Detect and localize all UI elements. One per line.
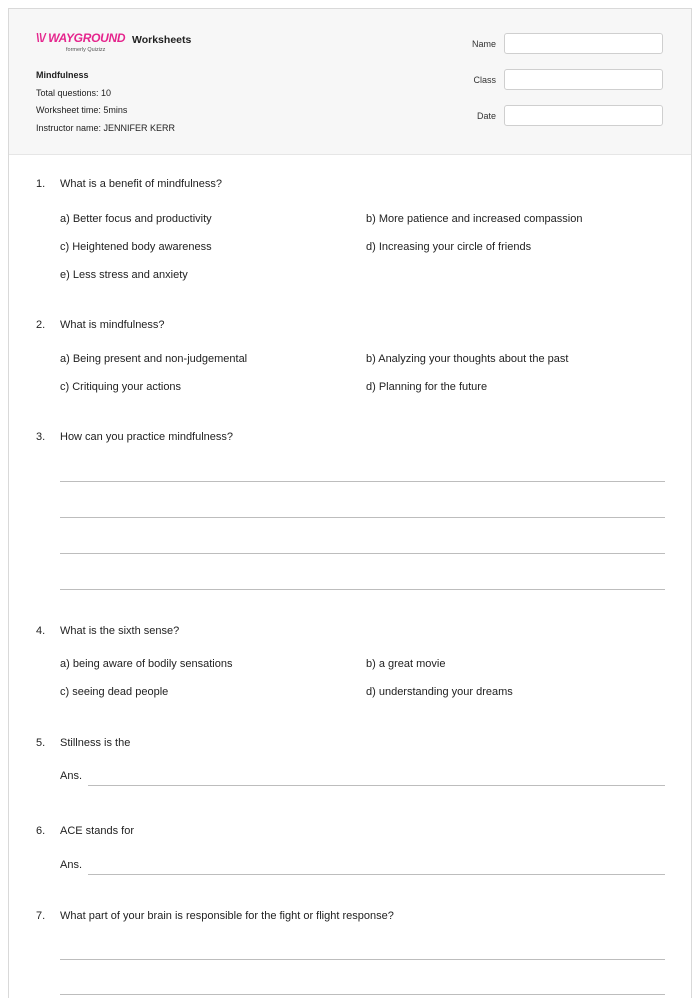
question-number: 5.	[36, 737, 46, 749]
question-text: How can you practice mindfulness?	[60, 431, 234, 443]
option-1d[interactable]: d) Increasing your circle of friends	[366, 241, 532, 253]
question-4	[36, 625, 179, 637]
name-label: Name	[471, 38, 496, 49]
brand-title: Worksheets	[132, 34, 192, 46]
worksheet-meta	[36, 67, 175, 137]
date-label: Date	[476, 110, 496, 121]
date-input[interactable]	[504, 105, 663, 126]
question-3	[36, 431, 233, 443]
worksheet-title: Mindfulness	[36, 70, 89, 80]
question-text: Stillness is the	[60, 737, 131, 749]
option-4b[interactable]: b) a great movie	[366, 658, 446, 670]
brand	[36, 31, 191, 61]
question-number: 2.	[36, 319, 46, 331]
student-fields	[472, 33, 663, 141]
class-input[interactable]	[504, 69, 663, 90]
question-text: What is a benefit of mindfulness?	[60, 178, 223, 190]
question-2	[36, 319, 165, 331]
worksheet-time: Worksheet time: 5mins	[36, 105, 128, 115]
logo-subtitle: formerly Quizizz	[66, 47, 106, 53]
total-questions: Total questions: 10	[36, 87, 112, 98]
class-label: Class	[473, 74, 496, 85]
option-1a[interactable]: a) Better focus and productivity	[60, 213, 212, 225]
option-4d[interactable]: d) understanding your dreams	[366, 686, 513, 698]
question-number: 7.	[36, 910, 46, 922]
answer-line[interactable]	[60, 959, 665, 960]
option-1c[interactable]: c) Heightened body awareness	[60, 241, 212, 253]
option-2b[interactable]: b) Analyzing your thoughts about the past	[366, 353, 569, 365]
option-4c[interactable]: c) seeing dead people	[60, 686, 169, 698]
question-1	[36, 178, 222, 190]
answer-line[interactable]	[88, 874, 665, 875]
question-number: 3.	[36, 431, 46, 443]
answer-line[interactable]	[60, 589, 665, 590]
wayground-logo	[36, 31, 128, 61]
logo-bars-icon: \\/	[36, 31, 49, 45]
question-text: ACE stands for	[60, 825, 134, 837]
option-2d[interactable]: d) Planning for the future	[366, 381, 488, 393]
option-2c[interactable]: c) Critiquing your actions	[60, 381, 182, 393]
answer-line[interactable]	[60, 994, 665, 995]
question-5	[36, 737, 130, 749]
answer-line[interactable]	[60, 517, 665, 518]
date-field-row	[472, 105, 663, 126]
name-input[interactable]	[504, 33, 663, 54]
question-text: What is mindfulness?	[60, 319, 165, 331]
answer-line[interactable]	[60, 553, 665, 554]
question-number: 1.	[36, 178, 46, 190]
question-number: 4.	[36, 625, 46, 637]
answer-line[interactable]	[88, 785, 665, 786]
question-text: What part of your brain is responsible for the fight or flight response?	[60, 910, 394, 922]
option-1b[interactable]: b) More patience and increased compassion	[366, 213, 583, 225]
answer-label: Ans.	[60, 859, 83, 871]
class-field-row	[472, 69, 663, 90]
name-field-row	[472, 33, 663, 54]
instructor-name: Instructor name: JENNIFER KERR	[36, 122, 176, 133]
option-1e[interactable]: e) Less stress and anxiety	[60, 269, 188, 281]
question-6	[36, 825, 134, 837]
worksheet-page	[8, 8, 692, 998]
question-7	[36, 910, 394, 922]
option-4a[interactable]: a) being aware of bodily sensations	[60, 658, 233, 670]
worksheet-header	[9, 9, 691, 155]
answer-label: Ans.	[60, 770, 83, 782]
question-text: What is the sixth sense?	[60, 625, 180, 637]
logo-wordmark: \\/ WAYGROUND	[36, 31, 126, 45]
question-number: 6.	[36, 825, 46, 837]
answer-line[interactable]	[60, 481, 665, 482]
option-2a[interactable]: a) Being present and non-judgemental	[60, 353, 248, 365]
